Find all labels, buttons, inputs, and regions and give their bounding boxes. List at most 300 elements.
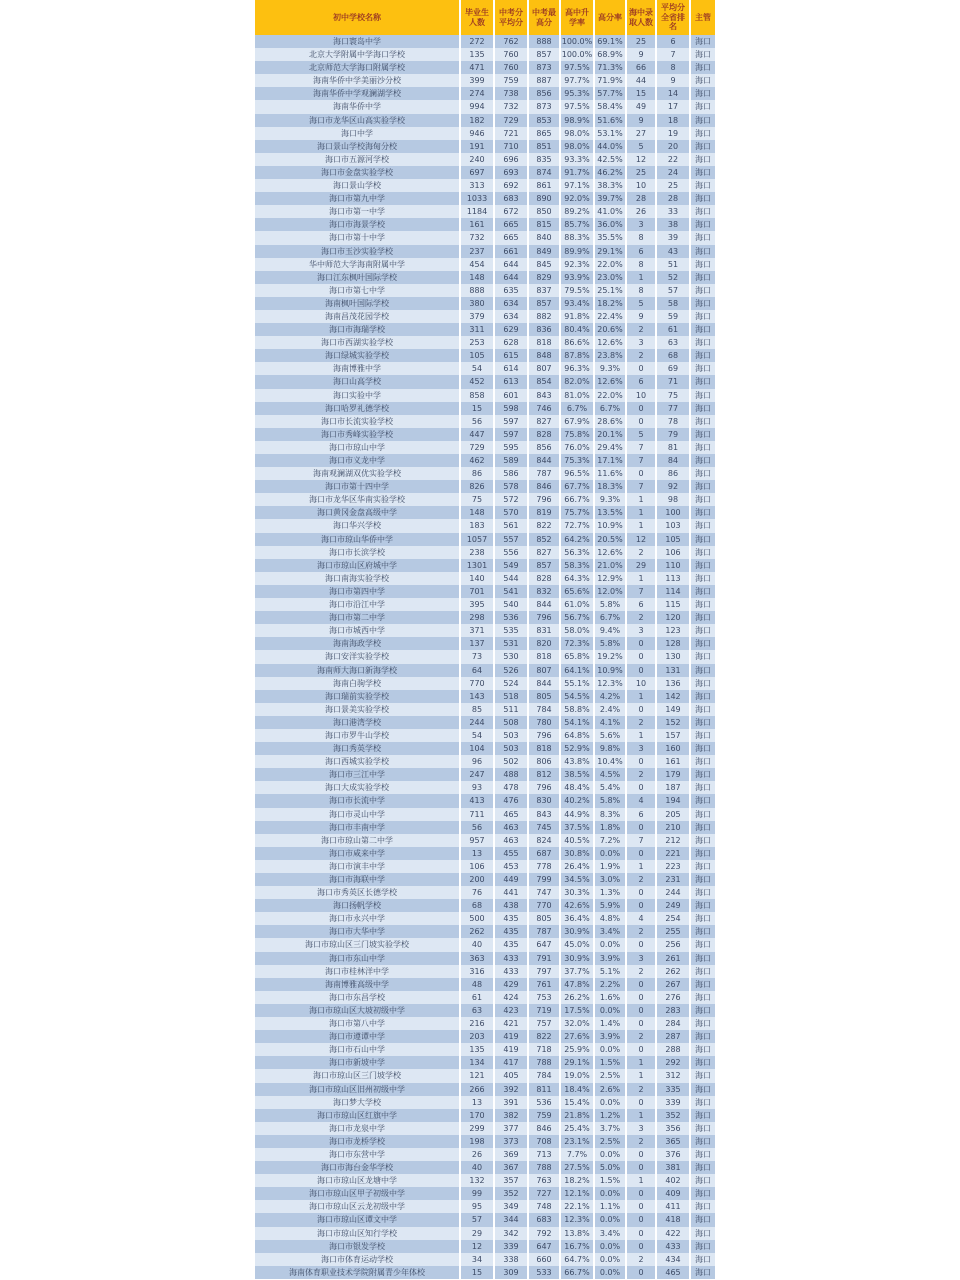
table-row [255,1266,715,1279]
cell-avg-score: 614 [495,362,529,375]
cell-hs-rate: 75.3% [561,454,595,467]
cell-hs-rate: 97.5% [561,61,595,74]
cell-authority: 海口 [691,1174,715,1187]
cell-hs-rate: 72.7% [561,519,595,532]
cell-avg-score: 598 [495,402,529,415]
cell-haizhong-admits: 1 [627,729,657,742]
table-row [255,231,715,244]
cell-province-rank: 376 [657,1148,691,1161]
cell-avg-score: 683 [495,192,529,205]
cell-haizhong-admits: 0 [627,978,657,991]
cell-name: 海口西城实验学校 [255,755,461,768]
cell-avg-score: 433 [495,952,529,965]
cell-avg-score: 544 [495,572,529,585]
cell-authority: 海口 [691,428,715,441]
cell-graduates: 121 [461,1069,495,1082]
cell-graduates: 379 [461,310,495,323]
cell-high-score-rate: 9.3% [595,493,627,506]
cell-name: 海口市秀峰实验学校 [255,428,461,441]
table-row [255,415,715,428]
cell-graduates: 299 [461,1122,495,1135]
cell-high-score-rate: 0.0% [595,938,627,951]
cell-authority: 海口 [691,506,715,519]
cell-authority: 海口 [691,1135,715,1148]
cell-graduates: 240 [461,153,495,166]
cell-haizhong-admits: 0 [627,467,657,480]
cell-hs-rate: 67.7% [561,480,595,493]
cell-avg-score: 738 [495,87,529,100]
cell-high-score-rate: 29.1% [595,245,627,258]
table-row [255,690,715,703]
cell-hs-rate: 98.0% [561,127,595,140]
table-row [255,794,715,807]
cell-high-score-rate: 12.3% [595,677,627,690]
cell-graduates: 447 [461,428,495,441]
cell-province-rank: 149 [657,703,691,716]
cell-max-score: 854 [529,375,561,388]
cell-avg-score: 692 [495,179,529,192]
table-row [255,808,715,821]
cell-max-score: 799 [529,873,561,886]
cell-graduates: 729 [461,441,495,454]
cell-name: 海南博雅高级中学 [255,978,461,991]
cell-haizhong-admits: 5 [627,297,657,310]
cell-haizhong-admits: 2 [627,873,657,886]
cell-province-rank: 292 [657,1056,691,1069]
cell-max-score: 745 [529,821,561,834]
cell-haizhong-admits: 0 [627,847,657,860]
cell-max-score: 888 [529,35,561,48]
cell-max-score: 827 [529,415,561,428]
cell-high-score-rate: 5.8% [595,637,627,650]
cell-hs-rate: 43.8% [561,755,595,768]
table-row [255,650,715,663]
cell-graduates: 198 [461,1135,495,1148]
cell-high-score-rate: 1.5% [595,1056,627,1069]
table-row [255,664,715,677]
cell-hs-rate: 47.8% [561,978,595,991]
cell-avg-score: 530 [495,650,529,663]
cell-haizhong-admits: 9 [627,114,657,127]
cell-haizhong-admits: 2 [627,1135,657,1148]
cell-graduates: 34 [461,1253,495,1266]
cell-authority: 海口 [691,768,715,781]
cell-high-score-rate: 38.3% [595,179,627,192]
cell-hs-rate: 27.6% [561,1030,595,1043]
cell-province-rank: 312 [657,1069,691,1082]
cell-max-score: 827 [529,546,561,559]
cell-avg-score: 696 [495,153,529,166]
cell-province-rank: 120 [657,611,691,624]
cell-haizhong-admits: 28 [627,192,657,205]
cell-haizhong-admits: 25 [627,35,657,48]
cell-name: 海南白驹学校 [255,677,461,690]
cell-province-rank: 105 [657,533,691,546]
cell-province-rank: 287 [657,1030,691,1043]
cell-province-rank: 75 [657,389,691,402]
cell-avg-score: 578 [495,480,529,493]
cell-province-rank: 103 [657,519,691,532]
cell-max-score: 835 [529,153,561,166]
cell-graduates: 29 [461,1227,495,1240]
cell-province-rank: 17 [657,100,691,113]
cell-province-rank: 63 [657,336,691,349]
cell-high-score-rate: 10.4% [595,755,627,768]
cell-high-score-rate: 9.8% [595,742,627,755]
cell-max-score: 856 [529,441,561,454]
cell-haizhong-admits: 7 [627,585,657,598]
header-cell-avg-score: 中考分平均分 [495,0,529,35]
table-row [255,873,715,886]
table-row [255,349,715,362]
cell-avg-score: 672 [495,205,529,218]
cell-province-rank: 411 [657,1200,691,1213]
cell-name: 海口市第七中学 [255,284,461,297]
cell-avg-score: 759 [495,74,529,87]
table-row [255,925,715,938]
cell-avg-score: 478 [495,781,529,794]
cell-authority: 海口 [691,519,715,532]
cell-max-score: 846 [529,1122,561,1135]
cell-province-rank: 20 [657,140,691,153]
cell-authority: 海口 [691,847,715,860]
cell-graduates: 96 [461,755,495,768]
cell-high-score-rate: 3.4% [595,1227,627,1240]
cell-authority: 海口 [691,153,715,166]
cell-authority: 海口 [691,533,715,546]
cell-hs-rate: 85.7% [561,218,595,231]
cell-high-score-rate: 1.1% [595,1200,627,1213]
cell-haizhong-admits: 3 [627,624,657,637]
cell-haizhong-admits: 1 [627,1174,657,1187]
cell-haizhong-admits: 0 [627,1161,657,1174]
cell-province-rank: 267 [657,978,691,991]
cell-province-rank: 352 [657,1109,691,1122]
cell-graduates: 76 [461,886,495,899]
cell-high-score-rate: 28.6% [595,415,627,428]
cell-hs-rate: 64.1% [561,664,595,677]
cell-haizhong-admits: 1 [627,690,657,703]
cell-haizhong-admits: 7 [627,480,657,493]
cell-high-score-rate: 5.0% [595,1161,627,1174]
cell-authority: 海口 [691,1240,715,1253]
table-row [255,611,715,624]
cell-graduates: 957 [461,834,495,847]
cell-high-score-rate: 12.6% [595,336,627,349]
cell-authority: 海口 [691,1227,715,1240]
cell-province-rank: 19 [657,127,691,140]
cell-name: 海口市琼山区旧州初级中学 [255,1083,461,1096]
cell-province-rank: 22 [657,153,691,166]
cell-name: 海南海政学校 [255,637,461,650]
cell-high-score-rate: 0.0% [595,1096,627,1109]
cell-graduates: 85 [461,703,495,716]
cell-hs-rate: 93.3% [561,153,595,166]
cell-graduates: 170 [461,1109,495,1122]
cell-province-rank: 114 [657,585,691,598]
cell-province-rank: 130 [657,650,691,663]
cell-avg-score: 502 [495,755,529,768]
cell-graduates: 143 [461,690,495,703]
cell-name: 海口市丰南中学 [255,821,461,834]
cell-name: 海口市琼山华侨中学 [255,533,461,546]
cell-graduates: 191 [461,140,495,153]
cell-authority: 海口 [691,205,715,218]
header-cell-graduates: 毕业生人数 [461,0,495,35]
cell-hs-rate: 66.7% [561,1266,595,1279]
cell-graduates: 316 [461,965,495,978]
cell-max-score: 815 [529,218,561,231]
cell-max-score: 829 [529,271,561,284]
cell-authority: 海口 [691,1266,715,1279]
cell-graduates: 63 [461,1004,495,1017]
cell-authority: 海口 [691,794,715,807]
cell-max-score: 778 [529,860,561,873]
table-row [255,952,715,965]
cell-graduates: 471 [461,61,495,74]
cell-graduates: 395 [461,598,495,611]
cell-hs-rate: 97.1% [561,179,595,192]
cell-haizhong-admits: 0 [627,1213,657,1226]
cell-hs-rate: 91.7% [561,166,595,179]
cell-authority: 海口 [691,637,715,650]
cell-max-score: 796 [529,493,561,506]
cell-province-rank: 283 [657,1004,691,1017]
cell-high-score-rate: 23.8% [595,349,627,362]
cell-avg-score: 760 [495,48,529,61]
cell-high-score-rate: 51.6% [595,114,627,127]
cell-max-score: 727 [529,1187,561,1200]
cell-name: 海南师大海口新海学校 [255,664,461,677]
cell-max-score: 845 [529,258,561,271]
cell-max-score: 780 [529,716,561,729]
cell-authority: 海口 [691,912,715,925]
cell-name: 海口市灵山中学 [255,808,461,821]
cell-graduates: 99 [461,1187,495,1200]
cell-max-score: 830 [529,794,561,807]
cell-province-rank: 25 [657,179,691,192]
cell-province-rank: 86 [657,467,691,480]
table-row [255,140,715,153]
cell-province-rank: 69 [657,362,691,375]
cell-max-score: 718 [529,1043,561,1056]
cell-province-rank: 14 [657,87,691,100]
cell-name: 海南博雅中学 [255,362,461,375]
cell-hs-rate: 27.5% [561,1161,595,1174]
cell-name: 海口市长流中学 [255,794,461,807]
cell-province-rank: 43 [657,245,691,258]
cell-name: 海口市东营中学 [255,1148,461,1161]
cell-hs-rate: 54.1% [561,716,595,729]
cell-authority: 海口 [691,297,715,310]
cell-name: 海口市银发学校 [255,1240,461,1253]
table-row [255,768,715,781]
cell-graduates: 161 [461,218,495,231]
cell-high-score-rate: 1.8% [595,821,627,834]
cell-max-score: 797 [529,965,561,978]
cell-graduates: 1301 [461,559,495,572]
cell-province-rank: 365 [657,1135,691,1148]
cell-authority: 海口 [691,1213,715,1226]
cell-hs-rate: 64.8% [561,729,595,742]
cell-avg-score: 518 [495,690,529,703]
table-row [255,716,715,729]
cell-name: 海口市琼山区龙塘中学 [255,1174,461,1187]
cell-high-score-rate: 2.2% [595,978,627,991]
cell-name: 海口市琼山区三门坡学校 [255,1069,461,1082]
cell-avg-score: 557 [495,533,529,546]
cell-authority: 海口 [691,716,715,729]
cell-province-rank: 71 [657,375,691,388]
cell-avg-score: 511 [495,703,529,716]
cell-high-score-rate: 18.3% [595,480,627,493]
cell-name: 海口市龙桥学校 [255,1135,461,1148]
cell-province-rank: 58 [657,297,691,310]
cell-province-rank: 249 [657,899,691,912]
table-row [255,1148,715,1161]
cell-graduates: 106 [461,860,495,873]
cell-high-score-rate: 9.4% [595,624,627,637]
cell-haizhong-admits: 0 [627,886,657,899]
cell-hs-rate: 19.0% [561,1069,595,1082]
cell-authority: 海口 [691,991,715,1004]
cell-name: 海南华侨中学 [255,100,461,113]
cell-province-rank: 57 [657,284,691,297]
cell-max-score: 747 [529,886,561,899]
cell-haizhong-admits: 3 [627,1122,657,1135]
table-row [255,258,715,271]
cell-name: 海口市琼山区大坡初级中学 [255,1004,461,1017]
cell-authority: 海口 [691,218,715,231]
cell-haizhong-admits: 4 [627,912,657,925]
cell-high-score-rate: 58.4% [595,100,627,113]
cell-name: 海口市海台金华学校 [255,1161,461,1174]
cell-avg-score: 435 [495,938,529,951]
cell-province-rank: 6 [657,35,691,48]
cell-province-rank: 142 [657,690,691,703]
table-row [255,323,715,336]
cell-name: 海口市琼山区知行学校 [255,1227,461,1240]
cell-high-score-rate: 5.8% [595,598,627,611]
cell-high-score-rate: 10.9% [595,519,627,532]
cell-authority: 海口 [691,650,715,663]
cell-haizhong-admits: 1 [627,572,657,585]
table-row [255,1083,715,1096]
cell-name: 海口市琼山中学 [255,441,461,454]
table-row [255,991,715,1004]
cell-name: 海口市桂林洋中学 [255,965,461,978]
cell-authority: 海口 [691,938,715,951]
cell-high-score-rate: 21.0% [595,559,627,572]
cell-avg-score: 476 [495,794,529,807]
cell-hs-rate: 52.9% [561,742,595,755]
cell-max-score: 828 [529,428,561,441]
table-row [255,74,715,87]
cell-province-rank: 465 [657,1266,691,1279]
cell-avg-score: 349 [495,1200,529,1213]
cell-authority: 海口 [691,493,715,506]
cell-authority: 海口 [691,1109,715,1122]
cell-authority: 海口 [691,179,715,192]
cell-name: 海南华侨中学观澜湖学校 [255,87,461,100]
cell-max-score: 753 [529,991,561,1004]
cell-province-rank: 335 [657,1083,691,1096]
cell-name: 海口市龙泉中学 [255,1122,461,1135]
table-row [255,938,715,951]
cell-graduates: 15 [461,1266,495,1279]
cell-province-rank: 51 [657,258,691,271]
cell-province-rank: 52 [657,271,691,284]
cell-haizhong-admits: 0 [627,637,657,650]
cell-authority: 海口 [691,1056,715,1069]
cell-avg-score: 339 [495,1240,529,1253]
cell-max-score: 748 [529,1200,561,1213]
cell-graduates: 12 [461,1240,495,1253]
cell-avg-score: 541 [495,585,529,598]
cell-graduates: 183 [461,519,495,532]
cell-high-score-rate: 69.1% [595,35,627,48]
table-row [255,1253,715,1266]
cell-haizhong-admits: 2 [627,611,657,624]
cell-max-score: 873 [529,61,561,74]
cell-authority: 海口 [691,1253,715,1266]
cell-graduates: 64 [461,664,495,677]
cell-hs-rate: 40.2% [561,794,595,807]
cell-province-rank: 409 [657,1187,691,1200]
cell-hs-rate: 18.4% [561,1083,595,1096]
cell-graduates: 132 [461,1174,495,1187]
cell-high-score-rate: 2.5% [595,1135,627,1148]
cell-high-score-rate: 2.4% [595,703,627,716]
cell-name: 海口市长滨学校 [255,546,461,559]
cell-name: 海口市大华中学 [255,925,461,938]
cell-avg-score: 634 [495,310,529,323]
table-row [255,166,715,179]
cell-avg-score: 405 [495,1069,529,1082]
cell-province-rank: 339 [657,1096,691,1109]
table-row [255,428,715,441]
cell-high-score-rate: 39.7% [595,192,627,205]
cell-avg-score: 561 [495,519,529,532]
cell-graduates: 93 [461,781,495,794]
cell-authority: 海口 [691,231,715,244]
cell-authority: 海口 [691,1187,715,1200]
cell-province-rank: 194 [657,794,691,807]
cell-name: 海口黄冈金盘高级中学 [255,506,461,519]
cell-high-score-rate: 2.6% [595,1083,627,1096]
cell-name: 海南体育职业技术学院附属青少年体校 [255,1266,461,1279]
cell-graduates: 462 [461,454,495,467]
cell-province-rank: 212 [657,834,691,847]
cell-hs-rate: 15.4% [561,1096,595,1109]
cell-name: 海口市海联中学 [255,873,461,886]
cell-avg-score: 488 [495,768,529,781]
cell-hs-rate: 93.9% [561,271,595,284]
cell-authority: 海口 [691,87,715,100]
table-row [255,519,715,532]
cell-hs-rate: 72.3% [561,637,595,650]
table-row [255,886,715,899]
cell-graduates: 994 [461,100,495,113]
cell-authority: 海口 [691,1043,715,1056]
cell-name: 海口寰岛中学 [255,35,461,48]
cell-authority: 海口 [691,965,715,978]
cell-authority: 海口 [691,61,715,74]
cell-max-score: 818 [529,336,561,349]
cell-name: 海口市五源河学校 [255,153,461,166]
cell-hs-rate: 98.9% [561,114,595,127]
cell-haizhong-admits: 2 [627,1253,657,1266]
